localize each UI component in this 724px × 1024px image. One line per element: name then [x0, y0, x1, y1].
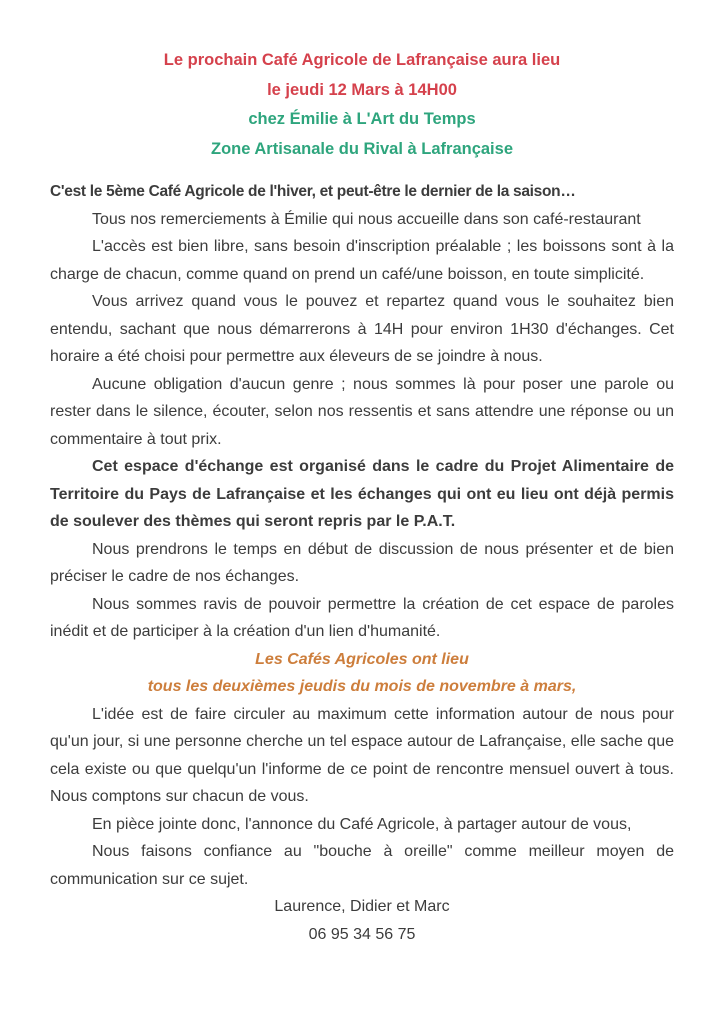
header-line-date: le jeudi 12 Mars à 14H00 [267, 80, 457, 99]
letter-body [50, 178, 674, 893]
paragraph-attachment: En pièce jointe donc, l'annonce du Café Agricole, à partager autour de vous, [92, 815, 632, 833]
paragraph-no-obligation: Aucune obligation d'aucun genre ; nous sommes là pour poser une parole ou rester dans le silence, écouter, selon nos ressentis et sans attendre une réponse ou un commentaire à tout prix. [50, 375, 674, 448]
header-line-location: Zone Artisanale du Rival à Lafrançaise [211, 139, 513, 158]
lead-paragraph: C'est le 5ème Café Agricole de l'hiver, et peut-être le dernier de la saison… [50, 183, 576, 200]
paragraph-word-of-mouth: Nous faisons confiance au "bouche à oreille" comme meilleur moyen de communication sur ce sujet. [50, 843, 674, 888]
schedule-highlight-line-1: Les Cafés Agricoles ont lieu [255, 650, 469, 668]
paragraph-introductions: Nous prendrons le temps en début de discussion de nous présenter et de bien préciser le cadre de nos échanges. [50, 540, 674, 585]
header-line-host: chez Émilie à L'Art du Temps [248, 110, 476, 128]
paragraph-access: L'accès est bien libre, sans besoin d'inscription préalable ; les boissons sont à la charge de chacun, comme quand on prend un café/une boisson, en toute simplicité. [50, 238, 674, 283]
signature-phone: 06 95 34 56 75 [308, 925, 416, 943]
schedule-highlight-line-2: tous les deuxièmes jeudis du mois de novembre à mars, [147, 678, 577, 695]
paragraph-pat-project: Cet espace d'échange est organisé dans le cadre du Projet Alimentaire de Territoire du Pays de Lafrançaise et les échanges qui ont eu lieu ont déjà permis de soulever des thèmes qui seront repris par le P.A.T. [50, 458, 674, 530]
announcement-header [50, 46, 674, 164]
paragraph-schedule: Vous arrivez quand vous le pouvez et repartez quand vous le souhaitez bien entendu, sachant que nous démarrerons à 14H pour environ 1H30 d'échanges. Cet horaire a été choisi pour permettre aux éleveurs de se joindre à nous. [50, 293, 674, 365]
paragraph-creation-space: Nous sommes ravis de pouvoir permettre la création de cet espace de paroles inédit et de participer à la création d'un lien d'humanité. [50, 595, 674, 640]
paragraph-spread-word: L'idée est de faire circuler au maximum cette information autour de nous pour qu'un jour, si une personne cherche un tel espace autour de Lafrançaise, elle sache que cela existe ou que quelqu'un l'informe de ce point de rencontre mensuel ouvert à tous. Nous comptons sur chacun de vous. [50, 705, 674, 805]
paragraph-thanks: Tous nos remerciements à Émilie qui nous accueille dans son café-restaurant [92, 210, 641, 228]
signature-block [50, 893, 674, 948]
header-line-event: Le prochain Café Agricole de Lafrançaise aura lieu [163, 51, 561, 69]
signature-names: Laurence, Didier et Marc [274, 898, 450, 915]
